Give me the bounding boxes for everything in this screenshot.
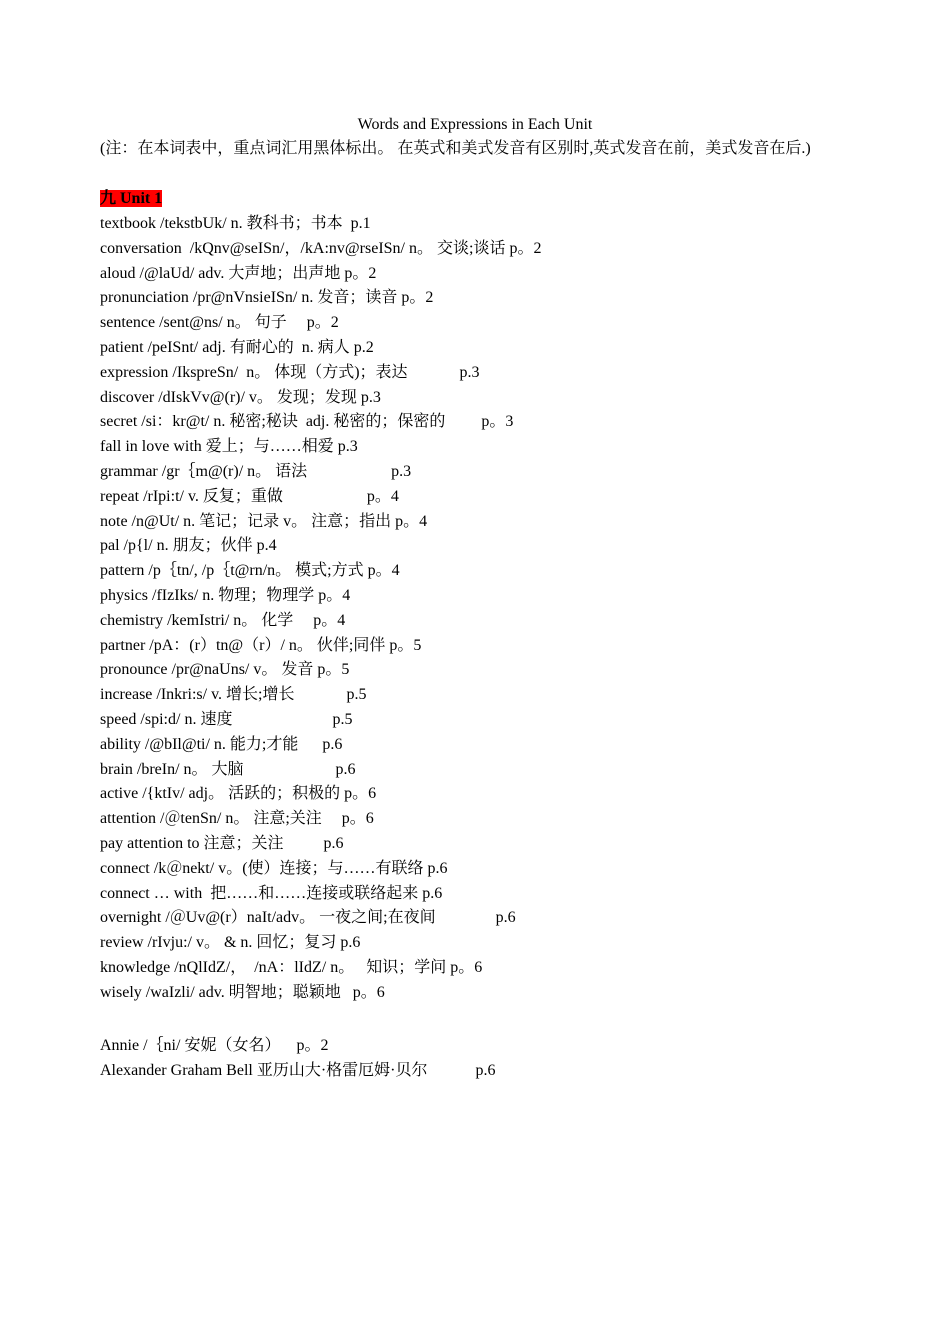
vocabulary-entry: pay attention to 注意；关注 p.6	[100, 834, 344, 852]
vocabulary-entry: connect … with 把……和……连接或联络起来 p.6	[100, 884, 443, 902]
vocabulary-entry: attention /＠tenSn/ n。 注意;关注 p。6	[100, 810, 374, 828]
vocabulary-entry: wisely /waIzli/ adv. 明智地；聪颖地 p。6	[100, 983, 385, 1001]
vocabulary-entry: partner /pA：(r）tn@（r）/ n。 伙伴;同伴 p。5	[100, 636, 422, 654]
vocabulary-entry: physics /fIzIks/ n. 物理；物理学 p。4	[100, 586, 351, 604]
vocabulary-entry: textbook /tekstbUk/ n. 教科书；书本 p.1	[100, 215, 371, 232]
vocabulary-entry: repeat /rIpi:t/ v. 反复；重做 p。4	[100, 487, 399, 505]
vocabulary-entry: expression /IkspreSn/ n。 体现（方式)；表达 p.3	[100, 363, 480, 381]
pronunciation-note: (注：在本词表中，重点词汇用黑体标出。 在英式和美式发音有区别时,英式发音在前，美式发音在后.)	[100, 140, 811, 157]
vocabulary-entry: note /n@Ut/ n. 笔记；记录 v。 注意；指出 p。4	[100, 512, 428, 530]
proper-name-entry: Annie /｛ni/ 安妮（女名） p。2	[100, 1037, 329, 1054]
vocabulary-entry: speed /spi:d/ n. 速度 p.5	[100, 710, 353, 728]
vocabulary-entry: brain /breIn/ n。 大脑 p.6	[100, 760, 356, 778]
vocabulary-entry: pal /p{l/ n. 朋友；伙伴 p.4	[100, 537, 277, 555]
vocabulary-entry: aloud /@laUd/ adv. 大声地；出声地 p。2	[100, 264, 377, 282]
vocabulary-entry: grammar /gr｛m@(r)/ n。 语法 p.3	[100, 462, 412, 480]
proper-names-list	[100, 1034, 496, 1084]
vocabulary-entry: patient /peISnt/ adj. 有耐心的 n. 病人 p.2	[100, 338, 374, 356]
vocabulary-entry: chemistry /kemIstri/ n。 化学 p。4	[100, 611, 346, 629]
vocabulary-entry: ability /@bIl@ti/ n. 能力;才能 p.6	[100, 735, 343, 753]
vocabulary-entry: conversation /kQnv@seISn/，/kA:nv@rseISn/ n。 交谈;谈话 p。2	[100, 239, 542, 257]
vocabulary-entry: connect /k＠nekt/ v。(使）连接；与……有联络 p.6	[100, 859, 448, 877]
vocabulary-entry: pattern /p｛tn/, /p｛t@rn/n。 模式;方式 p。4	[100, 562, 400, 580]
vocabulary-entry: review /rIvju:/ v。 & n. 回忆；复习 p.6	[100, 934, 361, 952]
vocabulary-entry: pronunciation /pr@nVnsieISn/ n. 发音；读音 p。2	[100, 289, 434, 307]
proper-name-entry: Alexander Graham Bell 亚历山大·格雷厄姆·贝尔 p.6	[100, 1061, 496, 1079]
unit-heading	[100, 188, 162, 210]
vocabulary-list	[100, 212, 541, 1006]
unit-heading-label: 九 Unit 1	[100, 190, 163, 207]
document-title: Words and Expressions in Each Unit	[357, 116, 593, 133]
vocabulary-entry: overnight /＠Uv@(r）naIt/adv。 一夜之间;在夜间 p.6	[100, 909, 516, 927]
vocabulary-entry: sentence /sent@ns/ n。 句子 p。2	[100, 314, 339, 332]
vocabulary-entry: discover /dIskVv@(r)/ v。 发现；发现 p.3	[100, 388, 381, 406]
vocabulary-entry: pronounce /pr@naUns/ v。 发音 p。5	[100, 661, 350, 679]
vocabulary-entry: secret /si：kr@t/ n. 秘密;秘诀 adj. 秘密的；保密的 p。3	[100, 413, 514, 431]
vocabulary-entry: fall in love with 爱上；与……相爱 p.3	[100, 438, 358, 456]
vocabulary-entry: increase /Inkri:s/ v. 增长;增长 p.5	[100, 686, 367, 704]
vocabulary-entry: knowledge /nQlIdZ/， /nA：lIdZ/ n。 知识；学问 p。6	[100, 958, 483, 976]
vocabulary-entry: active /{ktIv/ adj。 活跃的；积极的 p。6	[100, 785, 377, 803]
